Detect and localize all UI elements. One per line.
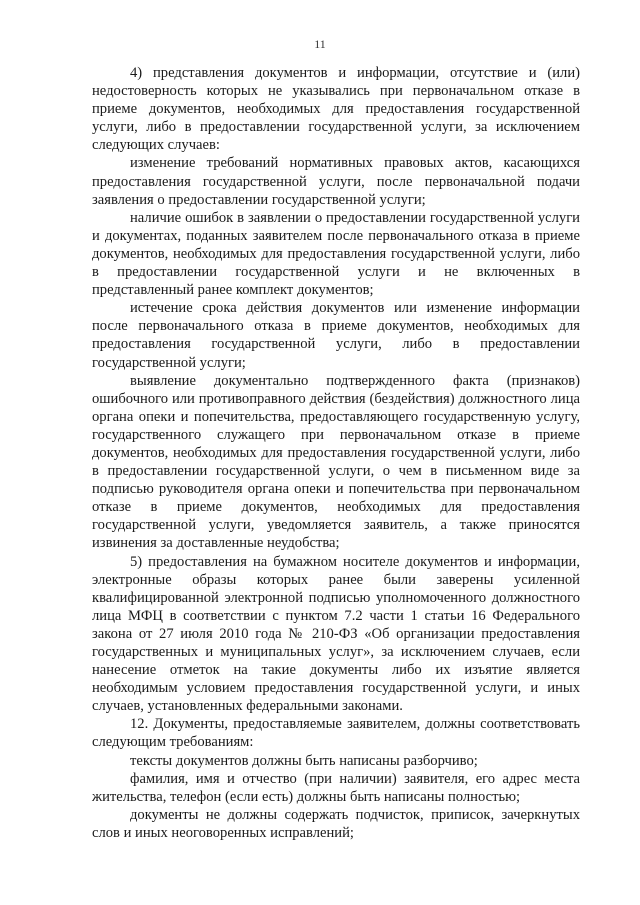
paragraph-no-corrections: документы не должны содержать подчисток, приписок, зачеркнутых слов и иных неоговоренных исправлений; [92, 806, 580, 841]
paragraph-erroneous-action: выявление документально подтвержденного факта (признаков) ошибочного или противоправного действия (бездействия) должностного лица органа опеки и попечительства, предоставляющего государственную услугу, государственного служащего при первоначальном отказе в приеме документов, необходимых для предоставления государственной услуги, либо в предоставлении государственной услуги, о чем в письменном виде за подписью руководителя органа опеки и попечительства при первоначальном отказе в приеме документов, необходимых для предоставления государственной услуги, уведомляется заявитель, а также приносятся извинения за доставленные неудобства; [92, 372, 580, 552]
paragraph-item-5: 5) предоставления на бумажном носителе документов и информации, электронные образы которых ранее были заверены усиленной квалифицированной электронной подписью уполномоченного должностного лица МФЦ в соответствии с пунктом 7.2 части 1 статьи 16 Федерального закона от 27 июля 2010 года № 210-ФЗ «Об организации предоставления государственных и муниципальных услуг», за исключением случаев, если нанесение отметок на такие документы либо их изъятие является необходимым условием предоставления государственной услуги, и иных случаев, установленных федеральными законами. [92, 553, 580, 715]
paragraph-errors-in-application: наличие ошибок в заявлении о предоставлении государственной услуги и документах, поданных заявителем после первоначального отказа в приеме документов, необходимых для предоставления государственной услуги, либо в предоставлении государственной услуги и не включенных в представленный ранее комплект документов; [92, 209, 580, 299]
paragraph-legible-text: тексты документов должны быть написаны разборчиво; [130, 752, 478, 769]
paragraph-item-4: 4) представления документов и информации, отсутствие и (или) недостоверность которых не указывались при первоначальном отказе в приеме документов, необходимых для предоставления государственной услуги, либо в предоставлении государственной услуги, за исключением следующих случаев: [92, 65, 580, 154]
page-number: 11 [314, 37, 326, 51]
paragraph-item-12: 12. Документы, предоставляемые заявителем, должны соответствовать следующим требованиям: [92, 716, 580, 751]
document-body [92, 64, 580, 842]
paragraph-documents-expiry: истечение срока действия документов или изменение информации после первоначального отказа в приеме документов, необходимых для предоставления государственной услуги, либо в предоставлении государственной услуги; [92, 300, 580, 371]
paragraph-full-name-address: фамилия, имя и отчество (при наличии) заявителя, его адрес места жительства, телефон (если есть) должны быть написаны полностью; [92, 770, 580, 805]
paragraph-requirements-change: изменение требований нормативных правовых актов, касающихся предоставления государственной услуги, после первоначальной подачи заявления о предоставлении государственной услуги; [92, 155, 580, 208]
